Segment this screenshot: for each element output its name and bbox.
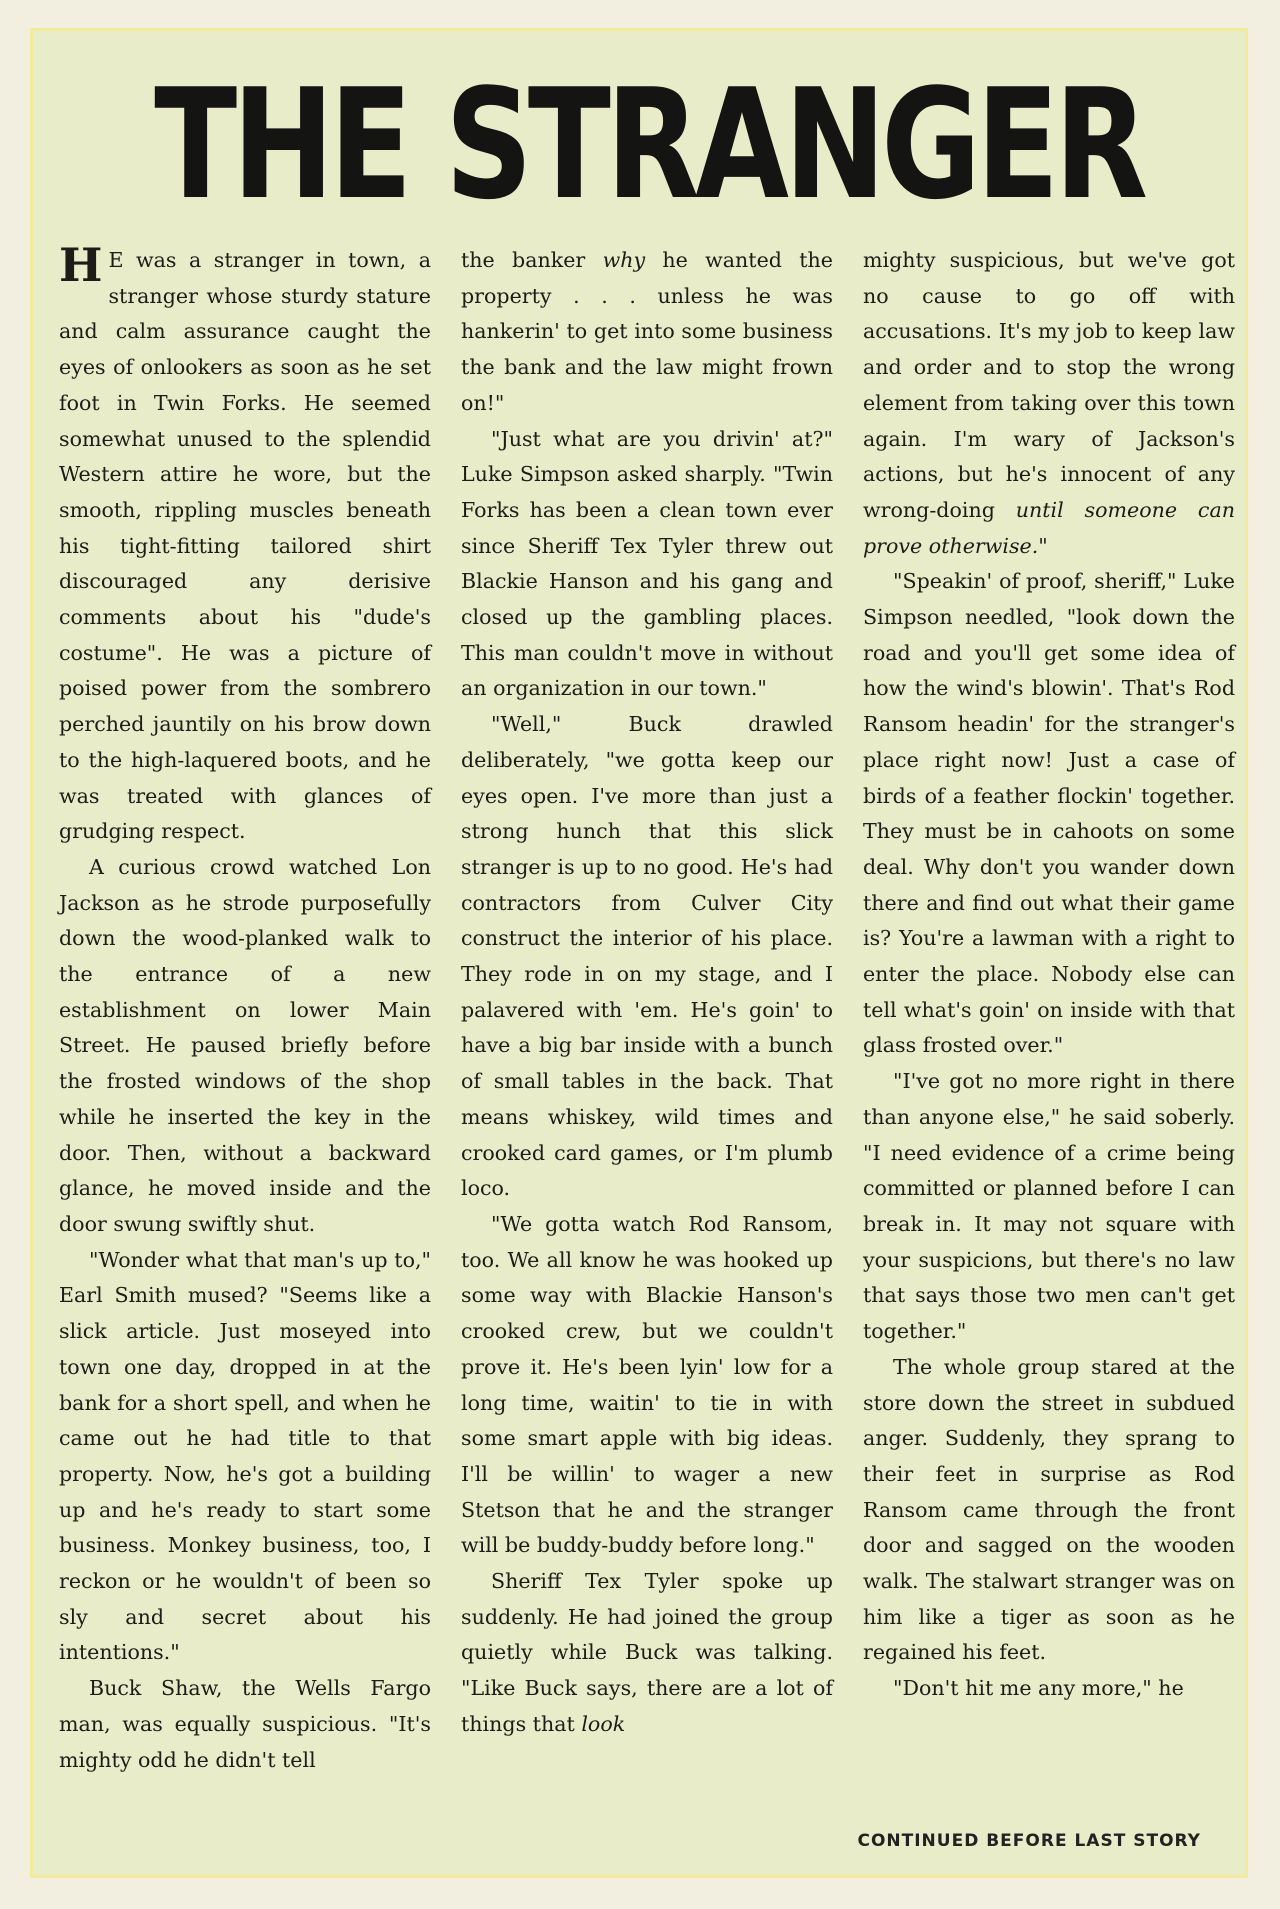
paragraph: "Speakin' of proof, sheriff," Luke Simpson needled, "look down the road and you'll get some idea of how the wind's blowin'. That's Rod Ransom headin' for the stranger's place right now! Just a case of birds of a feather flockin' together. They must be in cahoots on some deal. Why don't you wander down there and find out what their game is? You're a lawman with a right to enter the place. Nobody else can tell what's goin' on inside with that glass frosted over." xyxy=(863,569,1235,1058)
paragraph: mighty suspicious, but we've got no cause to go off with accusations. It's my job to keep law and order and to stop the wrong element from taking over this town again. I'm wary of Jackson's actions, but he's innocent of any wrong-doing until someone can prove otherwise." xyxy=(863,248,1235,558)
paragraph: "Wonder what that man's up to," Earl Smith mused? "Seems like a slick article. Just moseyed into town one day, dropped in at the bank for a short spell, and when he came out he had title to that property. Now, he's got a building up and he's ready to start some business. Monkey business, too, I reckon or he wouldn't of been so sly and secret about his intentions." xyxy=(59,1247,431,1665)
column-3 xyxy=(863,243,1235,1825)
paragraph: "I've got no more right in there than anyone else," he said soberly. "I need evidence of a crime being committed or planned before I can break in. It may not square with your suspicions, but there's no law that says those two men can't get together." xyxy=(863,1069,1235,1344)
page-sheet xyxy=(30,28,1248,1878)
story-title: THE STRANGER xyxy=(154,56,1144,233)
paragraph: The whole group stared at the store down the street in subdued anger. Suddenly, they sprang to their feet in surprise as Rod Ransom came through the front door and sagged on the wooden walk. The stalwart stranger was on him like a tiger as soon as he regained his feet. xyxy=(863,1354,1235,1665)
text-columns xyxy=(59,238,1235,1825)
paragraph: the banker why he wanted the property . . . unless he was hankerin' to get into some business the bank and the law might frown on!" xyxy=(461,248,833,415)
continued-note: CONTINUED BEFORE LAST STORY xyxy=(857,1831,1201,1851)
drop-cap: H xyxy=(59,238,103,292)
paragraph: H E was a stranger in town, a stranger whose sturdy stature and calm assurance caught the eyes of onlookers as soon as he set foot in Twin Forks. He seemed somewhat unused to the splendid Western attire he wore, but the smooth, rippling muscles beneath his tight-fitting tailored shirt discouraged any derisive comments about his "dude's costume". He was a picture of poised power from the sombrero perched jauntily on his brow down to the high-laquered boots, and he was treated with glances of grudging respect. xyxy=(59,238,431,844)
paragraph: Buck Shaw, the Wells Fargo man, was equally suspicious. "It's mighty odd he didn't tell xyxy=(59,1676,431,1772)
column-2 xyxy=(461,243,833,1825)
paragraph: "Don't hit me any more," he xyxy=(893,1676,1184,1701)
paragraph: Sheriff Tex Tyler spoke up suddenly. He had joined the group quietly while Buck was talking. "Like Buck says, there are a lot of things that look xyxy=(461,1569,833,1736)
paragraph: A curious crowd watched Lon Jackson as he strode purposefully down the wood-planked walk to the entrance of a new establishment on lower Main Street. He paused briefly before the frosted windows of the shop while he inserted the key in the door. Then, without a backward glance, he moved inside and the door swung swiftly shut. xyxy=(59,854,431,1236)
paragraph: "We gotta watch Rod Ransom, too. We all know he was hooked up some way with Blackie Hanson's crooked crew, but we couldn't prove it. He's been lyin' low for a long time, waitin' to tie in with some smart apple with big ideas. I'll be willin' to wager a new Stetson that he and the stranger will be buddy-buddy before long." xyxy=(461,1211,833,1558)
column-1 xyxy=(59,238,431,1825)
paragraph: "Well," Buck drawled deliberately, "we gotta keep our eyes open. I've more than just a strong hunch that this slick stranger is up to no good. He's had contractors from Culver City construct the interior of his place. They rode in on my stage, and I palavered with 'em. He's goin' to have a big bar inside with a bunch of small tables in the back. That means whiskey, wild times and crooked card games, or I'm plumb loco. xyxy=(461,712,833,1201)
paragraph: "Just what are you drivin' at?" Luke Simpson asked sharply. "Twin Forks has been a clean town ever since Sheriff Tex Tyler threw out Blackie Hanson and his gang and closed up the gambling places. This man couldn't move in without an organization in our town." xyxy=(461,426,833,701)
